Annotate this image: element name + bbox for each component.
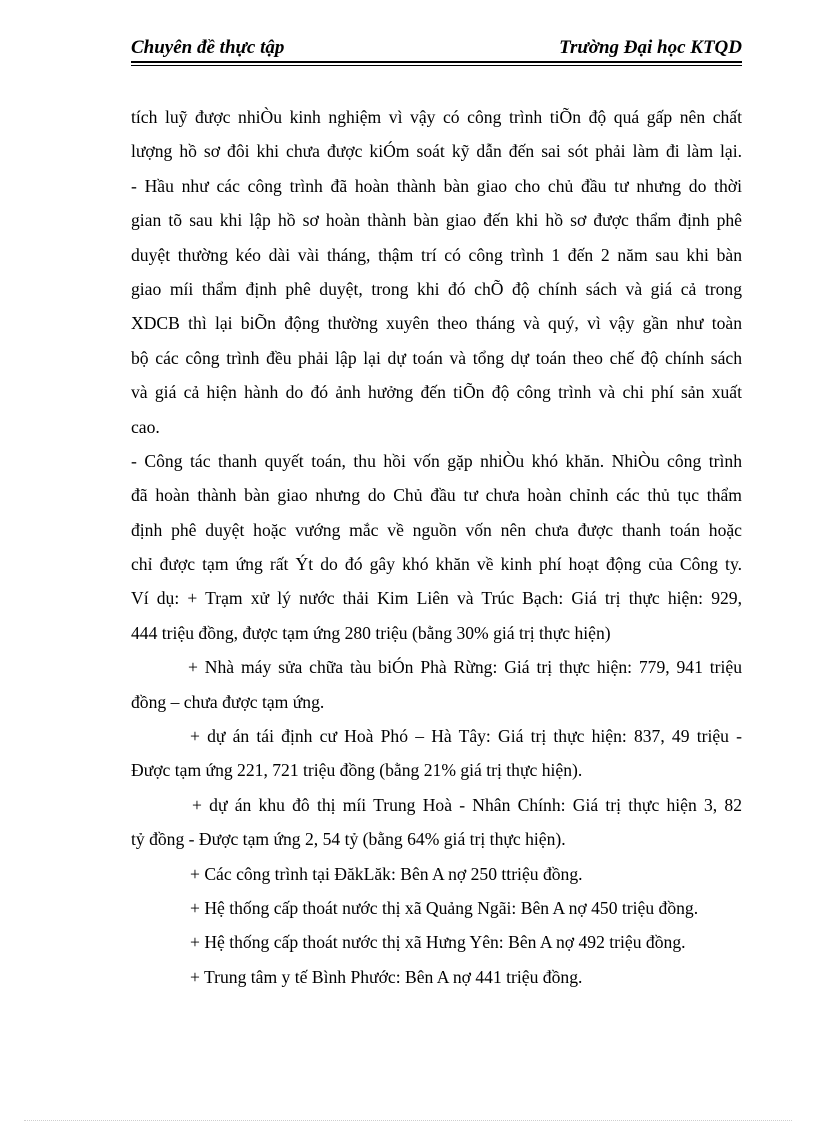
text-line: 444 triệu đồng, được tạm ứng 280 triệu (bằng 30% giá trị thực hiện) bbox=[131, 622, 611, 643]
list-item: + Trung tâm y tế Bình Phước: Bên A nợ 441 triệu đồng. bbox=[190, 966, 583, 987]
text-line: lượng hồ sơ đôi khi chưa được kiÓm soát kỹ dẫn đến sai sót phải làm đi làm lại. bbox=[131, 141, 742, 162]
text-line: tích luỹ được nhiÒu kinh nghiệm vì vậy có công trình tiÕn độ quá gấp nên chất bbox=[131, 107, 742, 127]
header-rule-thin bbox=[131, 65, 742, 66]
text-line: chỉ được tạm ứng rất Ýt do đó gây khó khăn về kinh phí hoạt động của Công ty. bbox=[131, 554, 742, 575]
body-text bbox=[131, 100, 742, 994]
text-line: - Hầu như các công trình đã hoàn thành bàn giao cho chủ đầu tư nhưng do thời bbox=[131, 175, 742, 196]
text-line: gian tõ sau khi lập hồ sơ hoàn thành bàn giao đến khi hồ sơ được thẩm định phê bbox=[131, 210, 742, 231]
text-line: đã hoàn thành bàn giao nhưng do Chủ đầu tư chưa hoàn chỉnh các thủ tục thẩm bbox=[131, 485, 742, 506]
text-line: - Công tác thanh quyết toán, thu hồi vốn gặp nhiÒu khó khăn. NhiÒu công trình bbox=[131, 450, 742, 471]
list-item: + Nhà máy sửa chữa tàu biÓn Phà Rừng: Giá trị thực hiện: 779, 941 triệu bbox=[188, 657, 742, 678]
list-item: + Hệ thống cấp thoát nước thị xã Hưng Yên: Bên A nợ 492 triệu đồng. bbox=[190, 932, 686, 953]
header-rule bbox=[131, 61, 742, 63]
text-line: cao. bbox=[131, 416, 160, 437]
text-line: và giá cả hiện hành do đó ảnh hưởng đến tiÕn độ công trình và chi phí sản xuất bbox=[131, 382, 742, 403]
list-item: + dự án tái định cư Hoà Phó – Hà Tây: Giá trị thực hiện: 837, 49 triệu - bbox=[190, 726, 742, 747]
text-line: giao míi thẩm định phê duyệt, trong khi đó chÕ độ chính sách và giá cả trong bbox=[131, 278, 742, 299]
header-right-title: Trường Đại học KTQD bbox=[559, 37, 742, 58]
text-line: đồng – chưa được tạm ứng. bbox=[131, 691, 325, 712]
text-line: XDCB thì lại biÕn động thường xuyên theo tháng và quý, vì vậy gần như toàn bbox=[131, 313, 742, 334]
footer-dotted-rule bbox=[24, 1120, 792, 1121]
text-line: định phê duyệt hoặc vướng mắc về nguồn vốn nên chưa được thanh toán hoặc bbox=[131, 519, 742, 540]
text-line: duyệt thường kéo dài vài tháng, thậm trí có công trình 1 đến 2 năm sau khi bàn bbox=[131, 244, 742, 265]
list-item: + Hệ thống cấp thoát nước thị xã Quảng Ngãi: Bên A nợ 450 triệu đồng. bbox=[190, 897, 699, 918]
text-line: Ví dụ: + Trạm xử lý nước thải Kim Liên và Trúc Bạch: Giá trị thực hiện: 929, bbox=[131, 588, 742, 609]
text-line: bộ các công trình đều phải lập lại dự toán và tổng dự toán theo chế độ chính sách bbox=[131, 347, 742, 368]
list-item: + Các công trình tại ĐăkLăk: Bên A nợ 250 ttriệu đồng. bbox=[190, 863, 583, 884]
list-item: + dự án khu đô thị míi Trung Hoà - Nhân Chính: Giá trị thực hiện 3, 82 bbox=[192, 794, 742, 815]
text-line: Được tạm ứng 221, 721 triệu đồng (bằng 21% giá trị thực hiện). bbox=[131, 760, 583, 781]
header-left-title: Chuyên đề thực tập bbox=[131, 37, 285, 58]
text-line: tỷ đồng - Được tạm ứng 2, 54 tỷ (bằng 64% giá trị thực hiện). bbox=[131, 829, 566, 850]
page-header bbox=[131, 34, 742, 64]
